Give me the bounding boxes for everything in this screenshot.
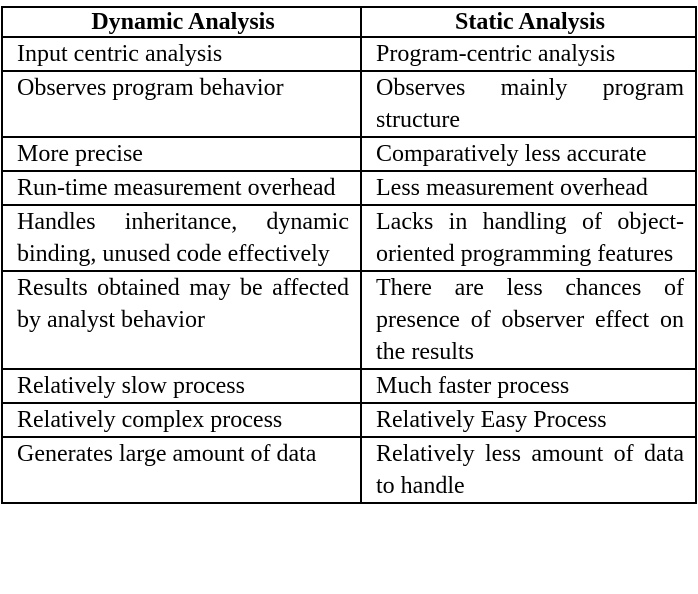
- static-cell: Comparatively less accurate: [361, 137, 696, 171]
- table-row: [2, 369, 696, 403]
- table-row: [2, 403, 696, 437]
- table-row: [2, 37, 696, 71]
- static-cell: There are less chances of presence of observer effect on the results: [361, 271, 696, 369]
- static-cell: Less measurement overhead: [361, 171, 696, 205]
- dynamic-cell: Results obtained may be affected by analyst behavior: [2, 271, 361, 369]
- comparison-table: [1, 6, 697, 504]
- static-cell: Program-centric analysis: [361, 37, 696, 71]
- dynamic-cell: Generates large amount of data: [2, 437, 361, 503]
- table-row: [2, 171, 696, 205]
- static-cell: Much faster process: [361, 369, 696, 403]
- dynamic-cell: Relatively slow process: [2, 369, 361, 403]
- table-header-row: [2, 7, 696, 37]
- table-row: [2, 205, 696, 271]
- static-cell: Lacks in handling of object-oriented programming features: [361, 205, 696, 271]
- dynamic-cell: Handles inheritance, dynamic binding, unused code effectively: [2, 205, 361, 271]
- table-row: [2, 271, 696, 369]
- dynamic-cell: Run-time measurement overhead: [2, 171, 361, 205]
- static-cell: Relatively less amount of data to handle: [361, 437, 696, 503]
- dynamic-cell: More precise: [2, 137, 361, 171]
- header-static-analysis: Static Analysis: [361, 7, 696, 37]
- static-cell: Relatively Easy Process: [361, 403, 696, 437]
- table-row: [2, 71, 696, 137]
- header-dynamic-analysis: Dynamic Analysis: [2, 7, 361, 37]
- table-row: [2, 137, 696, 171]
- static-cell: Observes mainly program structure: [361, 71, 696, 137]
- dynamic-cell: Input centric analysis: [2, 37, 361, 71]
- dynamic-cell: Relatively complex process: [2, 403, 361, 437]
- dynamic-cell: Observes program behavior: [2, 71, 361, 137]
- table-row: [2, 437, 696, 503]
